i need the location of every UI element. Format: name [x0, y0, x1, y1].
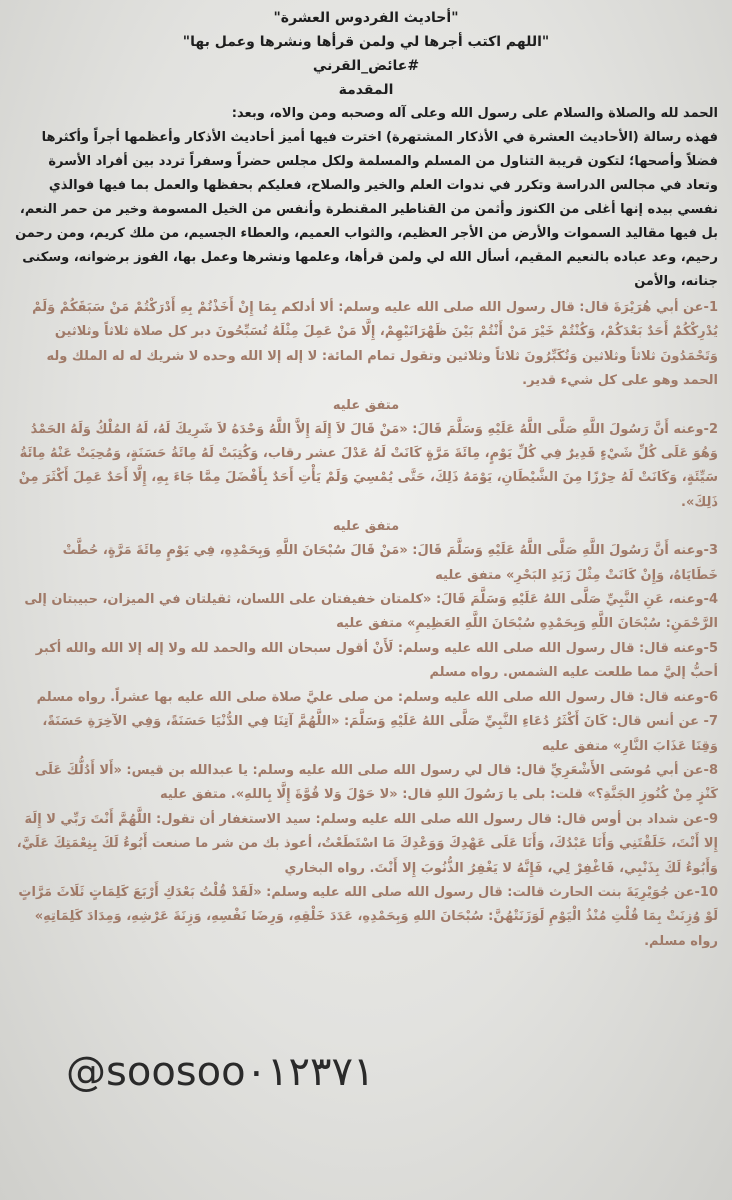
author-hashtag: #عائض_القرني [312, 58, 420, 74]
dua-line: "اللهم اكتب أجرها لي ولمن قرأها ونشرها وعمل بها" [182, 34, 550, 50]
hadith-8: 8-عن أبي مُوسَى الأَشْعَرِيِّ قال: قال لي رسول الله صلى الله عليه وسلم: يا عبدالله بن قيس: «أَلا أَدُلُّكَ عَلَى كَنْزٍ مِنْ كُنُوزِ الجَنَّةِ؟» قلت: بلى يا رَسُولَ اللهِ قال: «لا حَوْلَ وَلا قُوَّةَ إِلَّا بِاللهِ». متفق عليه [34, 762, 718, 803]
author-handle: @soosoo۰۱۲۳۷۱ [66, 1049, 375, 1095]
hadith-5: 5-وعنه قال: قال رسول الله صلى الله عليه وسلم: لَأَنْ أقول سبحان الله والحمد لله ولا إله إلا الله والله أكبر أحبُّ إليَّ مما طلعت عليه الشمس. رواه مسلم [35, 640, 718, 681]
hadith-6: 6-وعنه قال: قال رسول الله صلى الله عليه وسلم: من صلى عليَّ صلاة صلى الله عليه بها عشراً. رواه مسلم [36, 689, 718, 705]
document-page [14, 6, 718, 954]
hadith-3: 3-وعنه أَنَّ رَسُولَ اللَّهِ صَلَّى اللَّهُ عَلَيْهِ وَسَلَّمَ قَالَ: «مَنْ قَالَ سُبْحَانَ اللَّهِ وَبِحَمْدِهِ، فِي يَوْمٍ مِائَةَ مَرَّةٍ، حُطَّتْ خَطَايَاهُ، وَإِنْ كَانَتْ مِثْلَ زَبَدِ البَحْرِ» متفق عليه [62, 543, 718, 583]
hadith-1: 1-عن أبي هُرَيْرَةَ قال: قال رسول الله صلى الله عليه وسلم: ألا أدلكم بِمَا إِنْ أَخَذْتُمْ بِهِ أَدْرَكْتُمْ مَنْ سَبَقَكُمْ وَلَمْ يُدْرِكْكُمْ أَحَدٌ بَعْدَكُمْ، وَكُنْتُمْ خَيْرَ مَنْ أَنْتُمْ بَيْنَ ظَهْرَانَيْهِمْ، إِلَّا مَنْ عَمِلَ مِثْلَهُ تُسَبِّحُونَ دبر كل صلاة ثلاثاً وثلاثين وَتَحْمَدُونَ ثلاثاً وثلاثين وَتُكَبِّرُونَ ثلاثاً وثلاثين وتقول تمام المائة: لا إله إلا الله وحده لا شريك له له الملك وله الحمد وهو على كل شيء قدير. [32, 300, 718, 389]
hadith-2: 2-وعنه أَنَّ رَسُولَ اللَّهِ صَلَّى اللَّهُ عَلَيْهِ وَسَلَّمَ قَالَ: «مَنْ قَالَ لاَ إِلَهَ إِلاَّ اللَّهُ وَحْدَهُ لاَ شَرِيكَ لَهُ، لَهُ المُلْكُ وَلَهُ الحَمْدُ وَهُوَ عَلَى كُلِّ شَيْءٍ قَدِيرٌ فِي كُلِّ يَوْمٍ، مِائَةَ مَرَّةٍ كَانَتْ لَهُ عَدْلَ عشر رقاب، وَكُتِبَتْ لَهُ مِائَةُ حَسَنَةٍ، وَمُحِيَتْ عَنْهُ مِائَةُ سَيِّئَةٍ، وَكَانَتْ لَهُ حِرْزًا مِنَ الشَّيْطَانِ، يَوْمَهُ ذَلِكَ، حَتَّى يُمْسِيَ وَلَمْ يَأْتِ أَحَدٌ بِأَفْضَلَ مِمَّا جَاءَ بِهِ، إِلَّا أَحَدٌ عَمِلَ أَكْثَرَ مِنْ ذَلِكَ». [18, 421, 718, 510]
hadith-10: 10-عن جُوَيْرِيَةَ بنت الحارث قالت: قال رسول الله صلى الله عليه وسلم: «لَقَدْ قُلْتُ بَعْدَكِ أَرْبَعَ كَلِمَاتٍ ثَلَاثَ مَرَّاتٍ لَوْ وُزِنَتْ بِمَا قُلْتِ مُنْذُ الْيَوْمِ لَوَزَنَتْهُنَّ: سُبْحَانَ اللهِ وَبِحَمْدِهِ، عَدَدَ خَلْقِهِ، وَرِضَا نَفْسِهِ، وَزِنَةَ عَرْشِهِ، وَمِدَادَ كَلِمَاتِهِ» رواه مسلم. [18, 884, 718, 949]
hadith-9: 9-عن شداد بن أوس قال: قال رسول الله صلى الله عليه وسلم: سيد الاستغفار أن تقول: اللَّهُمَّ أَنْتَ رَبِّي لا إِلَهَ إِلا أَنْتَ، خَلَقْتَنِي وَأَنَا عَبْدُكَ، وَأَنَا عَلَى عَهْدِكَ وَوَعْدِكَ مَا اسْتَطَعْتُ، أعوذ بك من شر ما صنعت أَبُوءُ لَكَ بِنِعْمَتِكَ عَلَيَّ، وَأَبُوءُ لَكَ بِذَنْبِي، فَاغْفِرْ لِي، فَإِنَّهُ لا يَغْفِرُ الذُّنُوبَ إِلا أَنْتَ. رواه البخاري [16, 811, 718, 876]
hadith-list [14, 296, 718, 954]
document-title: "أحاديث الفردوس العشرة" [273, 10, 459, 26]
intro-greeting: الحمد لله والصلاة والسلام على رسول الله وعلى آله وصحبه ومن والاه، وبعد: [231, 106, 718, 121]
intro-paragraph: فهذه رسالة (الأحاديث العشرة في الأذكار المشتهرة) اخترت فيها أميز أحاديث الأذكار وأعظمها أجراً وأكثرها فضلاً وأصحها؛ لتكون قريبة التناول من المسلم والمسلمة ولكل مجلس حضراً وسفراً تردد بين أفراد الأسرة وتعاد في مجالس الدراسة وتكرر في ندوات العلم والخير والصلاح، فعليكم بحفظها والعمل بما فيها فوالذي نفسي بيده إنها أغلى من الكنوز وأثمن من القناطير المقنطرة وأنفس من الخيل المسومة وخير من حمر النعم، بل فيها مقاليد السموات والأرض من الأجر العظيم، والثواب العميم، والعطاء الجسيم، من ملك كريم، ومن رحمن رحيم، وعد عباده بالنعيم المقيم، أسأل الله لي ولمن قرأها، وعلمها ونشرها وعمل بها، الفوز برضوانه، وسكنى جنانه، والأمن [15, 130, 718, 289]
hadith-2-grade: متفق عليه [332, 519, 400, 535]
hadith-7: 7- عن أنس قال: كَانَ أَكْثَرُ دُعَاءِ النَّبِيِّ صَلَّى اللهُ عَلَيْهِ وَسَلَّمَ: «اللَّهُمَّ آتِنَا فِي الدُّنْيَا حَسَنَةً، وَفِي الآخِرَةِ حَسَنَةً، وَقِنَا عَذَابَ النَّارِ» متفق عليه [42, 714, 718, 754]
intro-heading: المقدمة [338, 82, 394, 98]
hadith-1-grade: متفق عليه [332, 397, 400, 413]
hadith-4: 4-وعنه، عَنِ النَّبِيِّ صَلَّى اللهُ عَلَيْهِ وَسَلَّمَ قَالَ: «كلمتان خفيفتان على اللسان، ثقيلتان في الميزان، حبيبتان إلى الرَّحْمَنِ: سُبْحَانَ اللَّهِ وَبِحَمْدِهِ سُبْحَانَ اللَّهِ العَظِيمِ» متفق عليه [24, 592, 718, 632]
